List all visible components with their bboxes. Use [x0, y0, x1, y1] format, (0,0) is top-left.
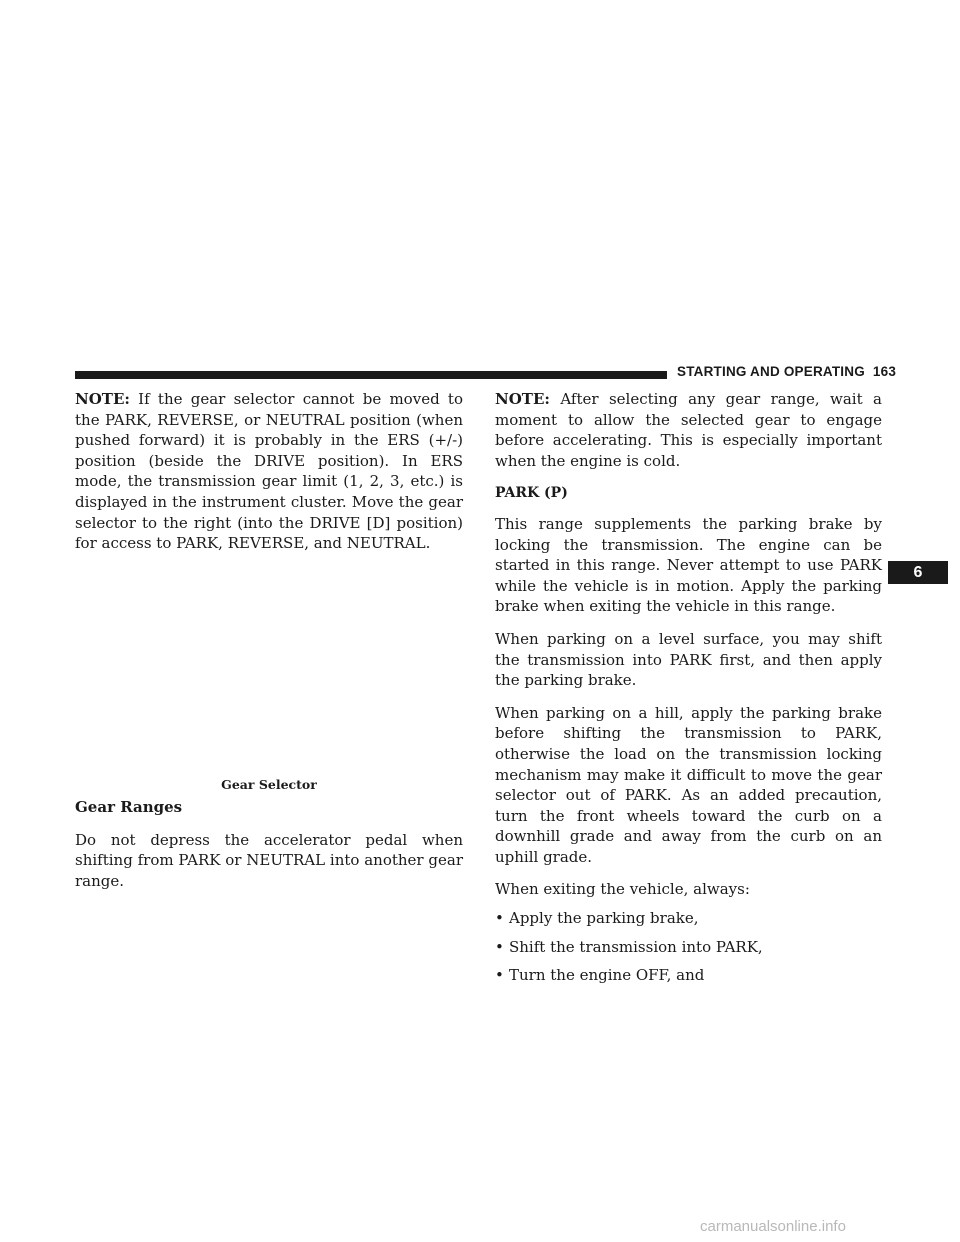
gear-ranges-text: Do not depress the accelerator pedal when shifting from PARK or NEUTRAL into another gear range.	[75, 830, 463, 890]
park-paragraph-3: When parking on a hill, apply the parking brake before shifting the transmission to PARK, otherwise the load on the transmission locking mechanism may make it difficult to move the gear selector out of PARK. As an added precaution, turn the front wheels toward the curb on a downhill grade and away from the curb on an uphill grade.	[495, 703, 882, 866]
exit-checklist	[495, 908, 882, 986]
bullet-icon: •	[495, 909, 504, 928]
note-label: NOTE:	[495, 390, 550, 408]
bullet-icon: •	[495, 966, 504, 985]
note-paragraph-right	[495, 389, 882, 471]
header-rule	[75, 371, 667, 379]
park-heading: PARK (P)	[495, 485, 568, 502]
watermark-text: carmanualsonline.info	[700, 1218, 846, 1235]
right-column	[495, 389, 882, 994]
gear-ranges-heading: Gear Ranges	[75, 798, 183, 816]
note-text: If the gear selector cannot be moved to the PARK, REVERSE, or NEUTRAL position (when pushed forward) it is probably in the ERS (+/-) position (beside the DRIVE position). In ERS mode, the transmission gear limit (1, 2, 3, etc.) is displayed in the instrument cluster. Move the gear selector to the right (into the DRIVE [D] position) for access to PARK, REVERSE, and NEUTRAL.	[75, 390, 463, 553]
figure-caption: Gear Selector	[221, 777, 317, 792]
note-label: NOTE:	[75, 390, 130, 408]
page-number: 163	[872, 364, 897, 379]
park-paragraph-2: When parking on a level surface, you may shift the transmission into PARK first, and then apply the parking brake.	[495, 629, 882, 690]
note-paragraph-left	[75, 389, 463, 554]
exit-intro: When exiting the vehicle, always:	[495, 880, 750, 899]
gear-ranges-section	[75, 797, 463, 903]
list-item: • Turn the engine OFF, and	[495, 966, 705, 985]
list-item: • Apply the parking brake,	[495, 909, 699, 928]
bullet-icon: •	[495, 937, 504, 956]
left-column	[75, 389, 463, 566]
chapter-tab: 6	[888, 561, 948, 584]
park-paragraph-1: This range supplements the parking brake by locking the transmission. The engine can be started in this range. Never attempt to use PARK while the vehicle is in motion. Apply the parking brake when exiting the vehicle in this range.	[495, 514, 882, 616]
note-text: After selecting any gear range, wait a moment to allow the selected gear to engage before accelerating. This is especially important when the engine is cold.	[495, 390, 882, 470]
gear-selector-figure	[75, 628, 463, 768]
section-title: STARTING AND OPERATING	[677, 364, 865, 379]
list-item: • Shift the transmission into PARK,	[495, 937, 763, 956]
running-header	[677, 364, 896, 379]
